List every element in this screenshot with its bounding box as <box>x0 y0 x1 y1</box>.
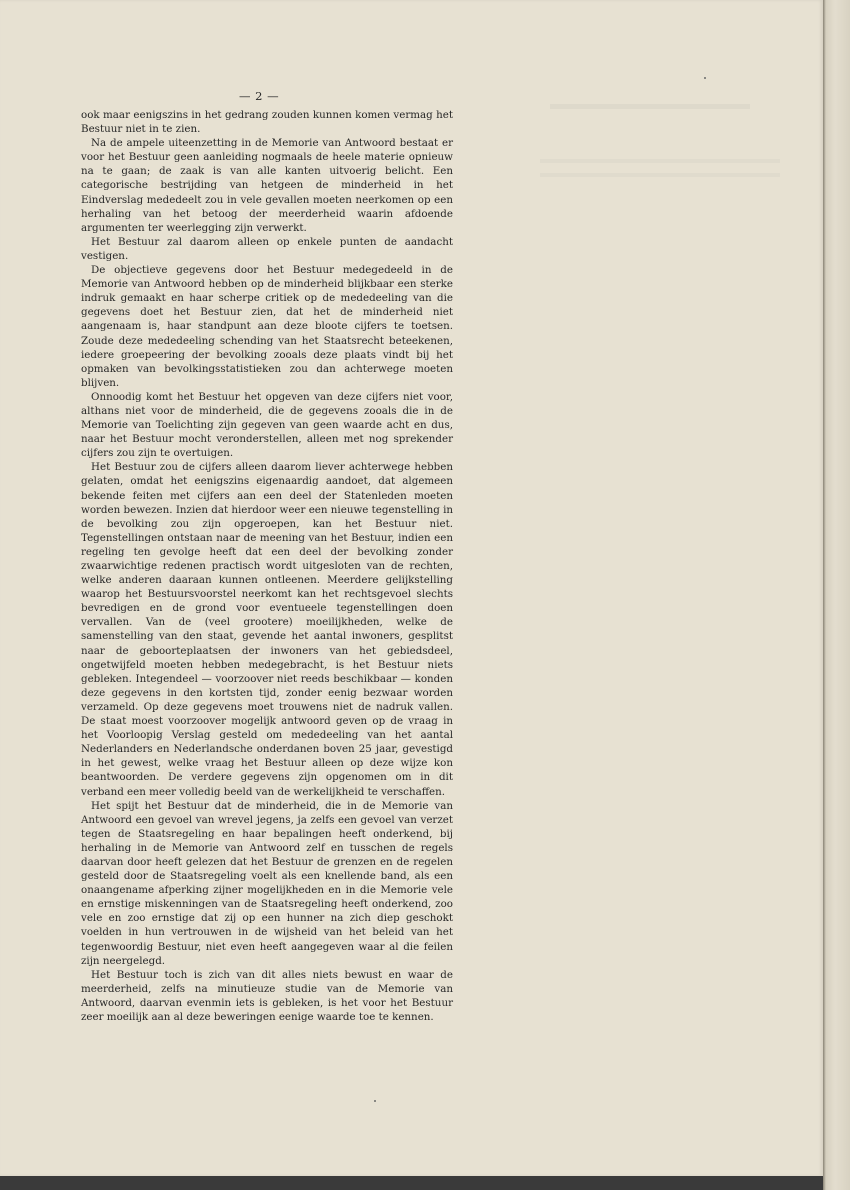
paragraph: Het Bestuur zal daarom alleen op enkele punten de aandacht vestigen. <box>81 235 453 262</box>
body-text <box>81 108 453 1024</box>
paragraph: ook maar eenigszins in het gedrang zouden kunnen komen vermag het Bestuur niet in te zien. <box>81 109 453 136</box>
paper-speck <box>704 77 706 79</box>
paper-speck <box>374 1100 376 1102</box>
page-number: — 2 — <box>239 89 280 103</box>
show-through-text <box>540 92 810 232</box>
scan-bottom-edge <box>0 1176 823 1190</box>
adjacent-page-edge <box>823 0 850 1190</box>
paragraph: Het spijt het Bestuur dat de minderheid, die in de Memorie van Antwoord een gevoel van wrevel jegens, ja zelfs een gevoel van verzet tegen de Staatsregeling en haar bepalingen heeft onderkend, bij herhaling in de Memorie van Antwoord zelf en tusschen de regels daarvan door heeft gelezen dat het Bestuur de grenzen en de regelen gesteld door de Staatsregeling voelt als een knellende band, als een onaangename afperking zijner mogelijkheden en in die Memorie vele en ernstige miskenningen van de Staatsregeling heeft onderkend, zoo vele en zoo ernstige dat zij op een hunner na zich diep geschokt voelden in hun vertrouwen in de wijsheid van het beleid van het tegenwoordig Bestuur, niet even heeft aangegeven waar al die feilen zijn neergelegd. <box>81 799 453 967</box>
paragraph: Het Bestuur toch is zich van dit alles niets bewust en waar de meerderheid, zelfs na minutieuze studie van de Memorie van Antwoord, daarvan evenmin iets is gebleken, is het voor het Bestuur zeer moeilijk aan al deze beweringen eenige waarde toe te kennen. <box>81 968 453 1023</box>
paragraph: De objectieve gegevens door het Bestuur medegedeeld in de Memorie van Antwoord hebben op de minderheid blijkbaar een sterke indruk gemaakt en haar scherpe critiek op de mededeeling van die gegevens doet het Bestuur zien, dat het de minderheid niet aangenaam is, haar standpunt aan deze bloote cijfers te toetsen. Zoude deze mededeeling schending van het Staatsrecht beteekenen, iedere groepeering der bevolking zooals deze plaats vindt bij het opmaken van bevolkingsstatistieken zou dan achterwege moeten blijven. <box>81 264 453 389</box>
paragraph: Het Bestuur zou de cijfers alleen daarom liever achterwege hebben gelaten, omdat het eenigszins eigenaardig aandoet, dat algemeen bekende feiten met cijfers aan een deel der Statenleden moeten worden bewezen. Inzien dat hierdoor weer een nieuwe tegenstelling in de bevolking zou zijn opgeroepen, kan het Bestuur niet. Tegenstellingen ontstaan naar de meening van het Bestuur, indien een regeling ten gevolge heeft dat een deel der bevolking zonder zwaarwichtige redenen practisch wordt uitgesloten van de rechten, welke anderen daaraan kunnen ontleenen. Meerdere gelijkstelling waarop het Bestuursvoorstel neerkomt kan het rechtsgevoel slechts bevredigen en de grond voor eventueele tegenstellingen doen vervallen. Van de (veel grootere) moeilijkheden, welke de samenstelling van den staat, gevende het aantal inwoners, gesplitst naar de geboorteplaatsen der inwoners van het gebiedsdeel, ongetwijfeld moeten hebben medegebracht, is het Bestuur niets gebleken. Integendeel — voorzoover niet reeds beschikbaar — konden deze gegevens in den kortsten tijd, zonder eenig bezwaar worden verzameld. Op deze gegevens moet trouwens niet de nadruk vallen. De staat moest voorzoover mogelijk antwoord geven op de vraag in het Voorloopig Verslag gesteld om mededeeling van het aantal Nederlanders en Nederlandsche onderdanen boven 25 jaar, gevestigd in het gewest, welke vraag het Bestuur alleen op deze wijze kon beantwoorden. De verdere gegevens zijn opgenomen om in dit verband een meer volledig beeld van de werkelijkheid te verschaffen. <box>81 461 453 798</box>
paragraph: Na de ampele uiteenzetting in de Memorie van Antwoord bestaat er voor het Bestuur geen aanleiding nogmaals de heele materie opnieuw na te gaan; de zaak is van alle kanten uitvoerig belicht. Een categorische bestrijding van hetgeen de minderheid in het Eindverslag mededeelt zou in vele gevallen moeten neerkomen op een herhaling van het betoog der meerderheid waarin afdoende argumenten ter weerlegging zijn verwerkt. <box>81 137 453 234</box>
paragraph: Onnoodig komt het Bestuur het opgeven van deze cijfers niet voor, althans niet voor de minderheid, die de gegevens zooals die in de Memorie van Toelichting zijn gegeven van geen waarde acht en dus, naar het Bestuur mocht veronderstellen, alleen met nog sprekender cijfers zou zijn te overtuigen. <box>81 390 453 460</box>
